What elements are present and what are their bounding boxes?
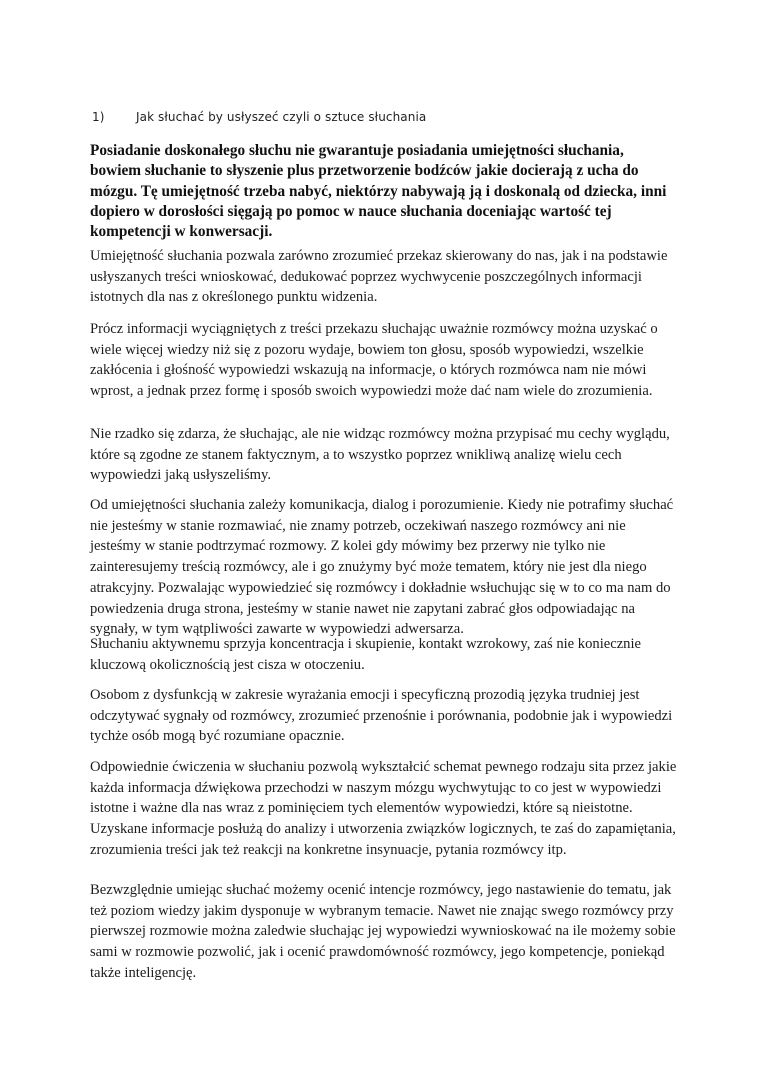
body-paragraph: Nie rzadko się zdarza, że słuchając, ale nie widząc rozmówcy można przypisać mu cechy wyglądu, które są zgodne ze stanem faktycznym, a to wszystko poprzez wnikliwą analizę wielu cech wypowiedzi jaką usłyszeliśmy.	[90, 426, 670, 484]
section-number: 1)	[92, 110, 105, 124]
body-paragraph: Słuchaniu aktywnemu sprzyja koncentracja i skupienie, kontakt wzrokowy, zaś nie koniecznie kluczową okolicznością jest cisza w otoczeniu.	[90, 636, 642, 673]
section-heading	[92, 110, 426, 124]
body-paragraph: Osobom z dysfunkcją w zakresie wyrażania emocji i specyficzną prozodią języka trudniej jest odczytywać sygnały od rozmówcy, zrozumieć przenośnie i porównania, podobnie jak i wypowiedzi tychże osób mogą być rozumiane opacznie.	[90, 687, 673, 745]
section-title: Jak słuchać by usłyszeć czyli o sztuce słuchania	[136, 110, 427, 124]
body-paragraph: Umiejętność słuchania pozwala zarówno zrozumieć przekaz skierowany do nas, jak i na podstawie usłyszanych treści wnioskować, dedukować poprzez wychwycenie poszczególnych informacji istotnych dla nas z określonego punktu widzenia.	[90, 248, 668, 306]
body-paragraph: Odpowiednie ćwiczenia w słuchaniu pozwolą wykształcić schemat pewnego rodzaju sita przez jakie każda informacja dźwiękowa przechodzi w naszym mózgu wychwytując to co jest w wypowiedzi istotne i ważne dla nas wraz z pominięciem tych elementów wypowiedzi, które są nieistotne. Uzyskane informacje posłużą do analizy i utworzenia związków logicznych, te zaś do zapamiętania, zrozumienia treści jak też reakcji na konkretne insynuacje, pytania rozmówcy itp.	[90, 759, 677, 858]
body-paragraph: Prócz informacji wyciągniętych z treści przekazu słuchając uważnie rozmówcy można uzyskać o wiele więcej wiedzy niż się z pozoru wydaje, bowiem ton głosu, sposób wypowiedzi, wszelkie zakłócenia i głośność wypowiedzi wskazują na informacje, o których rozmówca nam nie mówi wprost, a jednak przez formę i sposób swoich wypowiedzi może dać nam wiele do zrozumienia.	[90, 321, 658, 400]
lead-paragraph: Posiadanie doskonałego słuchu nie gwarantuje posiadania umiejętności słuchania, bowiem słuchanie to słyszenie plus przetworzenie bodźców jakie docierają z ucha do mózgu. Tę umiejętność trzeba nabyć, niektórzy nabywają ją i doskonalą od dziecka, inni dopiero w dorosłości sięgają po pomoc w nauce słuchania doceniając wartość tej kompetencji w konwersacji.	[90, 142, 667, 241]
body-paragraph: Od umiejętności słuchania zależy komunikacja, dialog i porozumienie. Kiedy nie potrafimy słuchać nie jesteśmy w stanie rozmawiać, nie znamy potrzeb, oczekiwań naszego rozmówcy ani nie jesteśmy w stanie podtrzymać rozmowy. Z kolei gdy mówimy bez przerwy nie tylko nie zainteresujemy treścią rozmówcy, ale i go znużymy być może tematem, który nie jest dla niego atrakcyjny. Pozwalając wypowiedzieć się rozmówcy i dokładnie wsłuchując się w to co ma nam do powiedzenia druga strona, jesteśmy w stanie nawet nie zapytani zabrać głos odpowiadając na sygnały, w tym wątpliwości zawarte w wypowiedzi adwersarza.	[90, 497, 674, 638]
body-paragraph: Bezwzględnie umiejąc słuchać możemy ocenić intencje rozmówcy, jego nastawienie do tematu, jak też poziom wiedzy jakim dysponuje w wybranym temacie. Nawet nie znając swego rozmówcy przy pierwszej rozmowie można zaledwie słuchając jej wypowiedzi wywnioskować na ile możemy sobie sami w rozmowie pozwolić, jak i ocenić prawdomówność rozmówcy, jego kompetencje, poniekąd także inteligencję.	[90, 882, 676, 981]
